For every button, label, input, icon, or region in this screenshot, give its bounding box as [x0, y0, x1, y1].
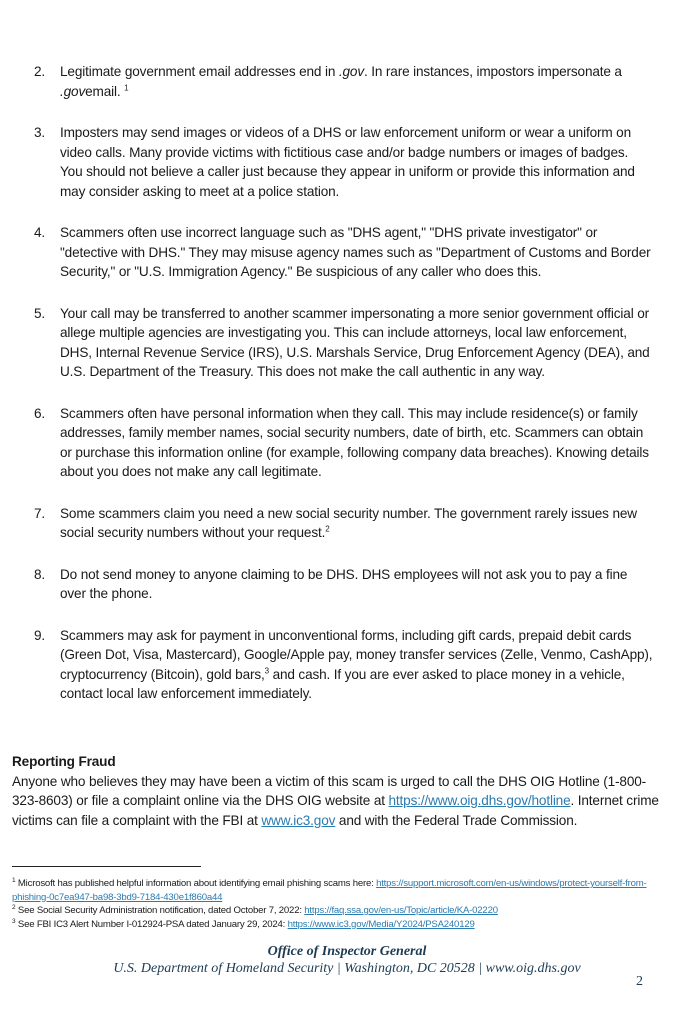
- footnote-1: [12, 877, 682, 904]
- footnote-text: See Social Security Administration notification, dated October 7, 2022:: [15, 905, 305, 916]
- item-text: Imposters may send images or videos of a DHS or law enforcement uniform or wear a uniform on video calls. Many provide victims with fictitious case and/or badge numbers or images of badges. You should not believe a caller just because they appear in uniform or provide this information and may consider asking to meet at a police station.: [60, 125, 635, 199]
- reporting-fraud-section: [12, 752, 672, 830]
- footnote-ref[interactable]: 3: [264, 665, 269, 675]
- item-text: Scammers often have personal information when they call. This may include residence(s) or family addresses, family member names, social security numbers, date of birth, etc. Scammers can obtain or purchase this information online (for example, following company data breaches). Knowing details about you does not make any call legitimate.: [60, 405, 649, 479]
- list-item: [0, 565, 694, 604]
- paragraph-text: and with the Federal Trade Commission.: [335, 812, 578, 828]
- item-text: Do not send money to anyone claiming to be DHS. DHS employees will not ask you to pay a fine over the phone.: [60, 566, 628, 601]
- paragraph-text: Anyone who believes they may have been a victim of this scam is urged to call the DHS OIG Hotline (1-800-323-8603) or file a complaint online via the DHS OIG website at: [12, 773, 647, 808]
- section-heading: Reporting Fraud: [12, 754, 116, 769]
- item-text: Your call may be transferred to another scammer impersonating a more senior government official or allege multiple agencies are investigating you. This can include attorneys, local law enforcement, DHS, Internal Revenue Service (IRS), U.S. Marshals Service, Drug Enforcement Agency (DEA), and U.S. Department of the Treasury. This does not make the call authentic in any way.: [60, 305, 650, 379]
- item-text-italic: .gov: [338, 64, 364, 79]
- footer-office-name: Office of Inspector General: [267, 944, 427, 959]
- footnote-2: [12, 904, 682, 918]
- list-number: 3.: [34, 125, 46, 140]
- page-footer: [0, 944, 694, 977]
- list-item: [0, 404, 694, 482]
- footnote-number: 3: [12, 917, 16, 925]
- reporting-paragraph: [12, 772, 672, 831]
- item-text-italic: .gov: [60, 83, 86, 99]
- item-text: and cash. If you are ever asked to place money in a vehicle, contact local law enforcement immediately.: [60, 666, 625, 701]
- item-text: Some scammers claim you need a new social security number. The government rarely issues new social security numbers without your request.: [60, 505, 637, 540]
- item-text: . In rare instances, impostors impersonate a: [364, 64, 622, 79]
- list-item: [0, 626, 694, 704]
- footnote-3: [12, 918, 682, 932]
- item-text: email.: [85, 83, 125, 99]
- list-item: [0, 62, 694, 101]
- microsoft-phishing-link[interactable]: https://support.microsoft.com/en-us/windows/protect-yourself-from-phishing-0c7ea947-ba98-3bd9-7184-430e1f860a44: [12, 878, 647, 903]
- list-item: [0, 223, 694, 282]
- footnote-ref[interactable]: 1: [124, 82, 129, 92]
- list-item: [0, 123, 694, 201]
- footnote-text: Microsoft has published helpful information about identifying email phishing scams here:: [15, 878, 377, 889]
- list-number: 4.: [34, 225, 46, 240]
- page-number: 2: [636, 974, 643, 989]
- scam-warning-list: [0, 62, 694, 726]
- list-number: 7.: [34, 505, 46, 521]
- footnote-number: 1: [12, 876, 16, 884]
- ic3-link[interactable]: www.ic3.gov: [261, 812, 336, 828]
- oig-hotline-link[interactable]: https://www.oig.dhs.gov/hotline: [388, 793, 571, 808]
- list-number: 5.: [34, 305, 46, 321]
- ssa-article-link[interactable]: https://faq.ssa.gov/en-us/Topic/article/KA-02220: [304, 905, 498, 916]
- footer-address: U.S. Department of Homeland Security | Washington, DC 20528 | www.oig.dhs.gov: [113, 961, 581, 976]
- footnote-text: See FBI IC3 Alert Number I-012924-PSA dated January 29, 2024:: [15, 918, 288, 930]
- list-number: 2.: [34, 64, 46, 79]
- item-text: Scammers may ask for payment in unconventional forms, including gift cards, prepaid debit cards (Green Dot, Visa, Mastercard), Google/Apple pay, money transfer services (Zelle, Venmo, CashApp), cryptocurrency (Bitcoin), gold bars,: [60, 627, 653, 682]
- footnote-number: 2: [12, 903, 16, 911]
- ic3-psa-link[interactable]: https://www.ic3.gov/Media/Y2024/PSA240129: [287, 918, 475, 930]
- list-item: [0, 304, 694, 382]
- list-number: 8.: [34, 566, 46, 582]
- footnote-divider: [12, 866, 201, 867]
- list-item: [0, 504, 694, 543]
- list-number: 6.: [34, 405, 46, 421]
- list-number: 9.: [34, 627, 46, 643]
- footnotes: [12, 877, 682, 931]
- item-text: Scammers often use incorrect language such as "DHS agent," "DHS private investigator" or "detective with DHS." They may misuse agency names such as "Department of Customs and Border Security," or "U.S. Immigration Agency." Be suspicious of any caller who does this.: [60, 225, 651, 279]
- item-text: Legitimate government email addresses end in: [60, 64, 339, 79]
- footnote-ref[interactable]: 2: [325, 524, 330, 534]
- paragraph-text: . Internet crime victims can file a complaint with the FBI at: [12, 793, 659, 828]
